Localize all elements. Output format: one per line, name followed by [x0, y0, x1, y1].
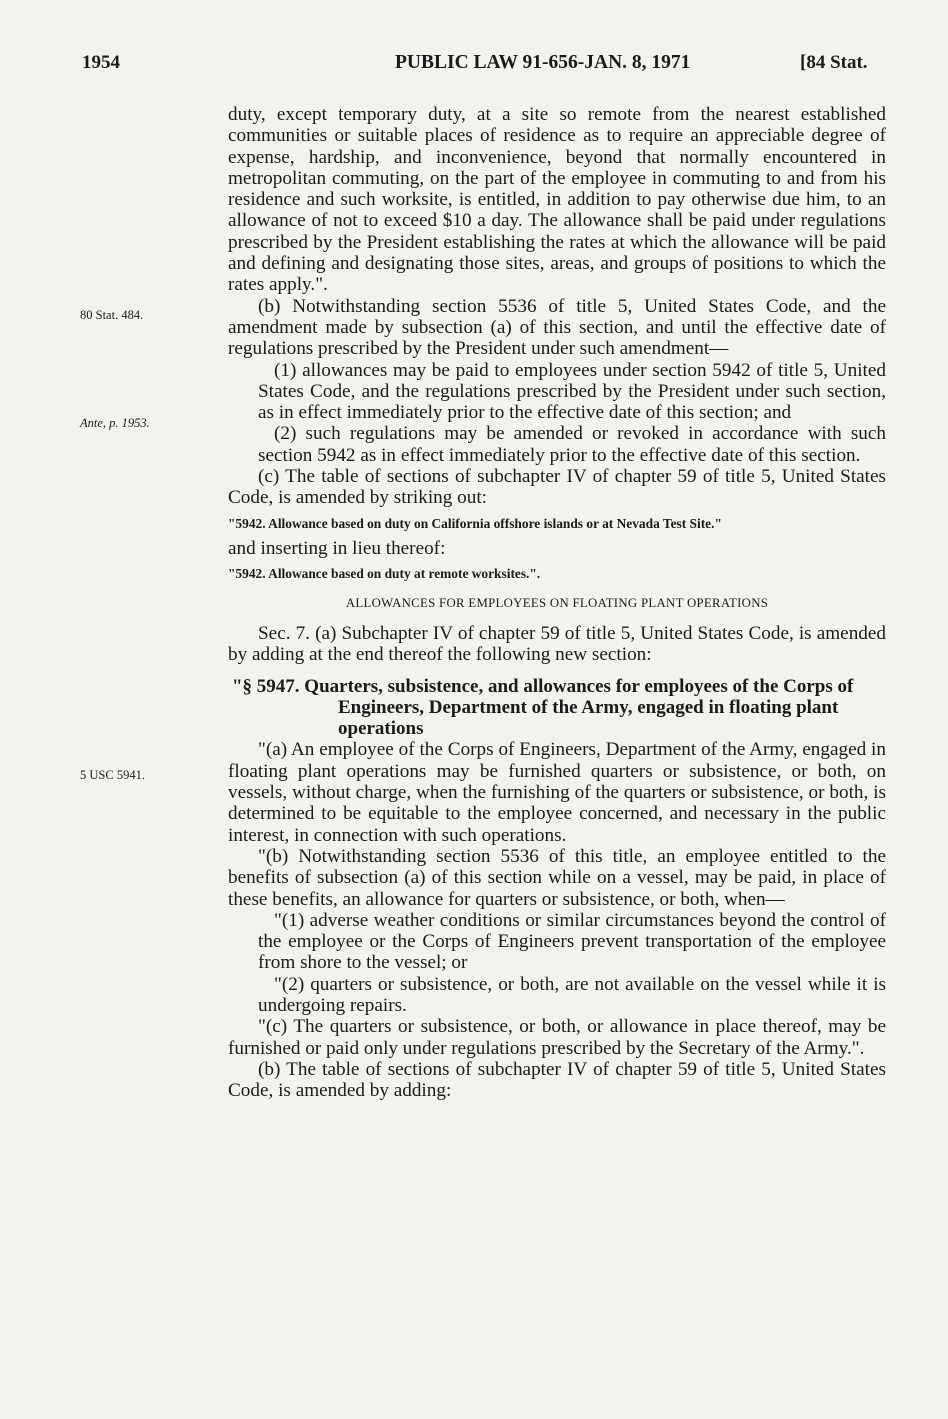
paragraph: duty, except temporary duty, at a site so remote from the nearest established communities or suitable places of residence as to require an appreciable degree of expense, hardship, and inconvenience, beyond that normally encountered in metropolitan commuting, on the part of the employee in commuting to and from his residence and such worksite, is entitled, in addition to pay otherwise due him, to an allowance of not to exceed $10 a day. The allowance shall be paid under regulations prescribed by the President establishing the rates at which the allowance will be paid and defining and designating those sites, areas, and groups of positions to which the rates apply.".	[228, 104, 886, 296]
section-title: "§ 5947. Quarters, subsistence, and allowances for employees of the Corps of Engineers, Department of the Army, engaged in floating plant operations	[232, 675, 854, 740]
paragraph: "(a) An employee of the Corps of Engineers, Department of the Army, engaged in floating plant operations may be furnished quarters or subsistence, or both, on vessels, without charge, when the furnishing of the quarters or subsistence, or both, is determined to be equitable to the employee concerned, and necessary in the public interest, in connection with such operations.	[228, 739, 886, 846]
page-title: PUBLIC LAW 91-656-JAN. 8, 1971	[395, 52, 691, 73]
paragraph: and inserting in lieu thereof:	[228, 537, 446, 559]
paragraph: "(2) quarters or subsistence, or both, are not available on the vessel while it is undergoing repairs.	[258, 973, 886, 1016]
margin-note-stat: 80 Stat. 484.	[80, 308, 144, 322]
statute-reference: [84 Stat.	[800, 52, 868, 73]
paragraph: "(b) Notwithstanding section 5536 of this title, an employee entitled to the benefits of subsection (a) of this section while on a vessel, may be paid, in place of these benefits, an allowance for quarters or subsistence, or both, when—	[228, 845, 886, 910]
paragraph: (b) The table of sections of subchapter IV of chapter 59 of title 5, United States Code, is amended by adding:	[228, 1058, 886, 1102]
paragraph: (1) allowances may be paid to employees under section 5942 of title 5, United States Code, and the regulations prescribed by the President under such section, as in effect immediately prior to the effective date of this section; and	[258, 359, 886, 424]
document-body	[228, 104, 886, 1101]
section-heading: ALLOWANCES FOR EMPLOYEES ON FLOATING PLANT OPERATIONS	[345, 595, 769, 610]
table-entry-old: "5942. Allowance based on duty on California offshore islands or at Nevada Test Site."	[228, 515, 722, 531]
paragraph: (2) such regulations may be amended or revoked in accordance with such section 5942 as in effect immediately prior to the effective date of this section.	[258, 423, 886, 466]
paragraph: "(1) adverse weather conditions or similar circumstances beyond the control of the employee or the Corps of Engineers prevent transportation of the employee from shore to the vessel; or	[258, 909, 886, 974]
table-entry-new: "5942. Allowance based on duty at remote worksites.".	[228, 565, 541, 581]
paragraph: Sec. 7. (a) Subchapter IV of chapter 59 of title 5, United States Code, is amended by adding at the end thereof the following new section:	[228, 622, 886, 666]
paragraph: (b) Notwithstanding section 5536 of title 5, United States Code, and the amendment made by subsection (a) of this section, and until the effective date of regulations prescribed by the President under such amendment—	[228, 295, 886, 360]
margin-note-usc: 5 USC 5941.	[80, 768, 145, 782]
page-number: 1954	[82, 52, 120, 73]
paragraph: (c) The table of sections of subchapter IV of chapter 59 of title 5, United States Code, is amended by striking out:	[228, 466, 886, 509]
margin-note-ante: Ante, p. 1953.	[80, 416, 150, 430]
paragraph: "(c) The quarters or subsistence, or both, or allowance in place thereof, may be furnished or paid only under regulations prescribed by the Secretary of the Army.".	[228, 1016, 886, 1059]
